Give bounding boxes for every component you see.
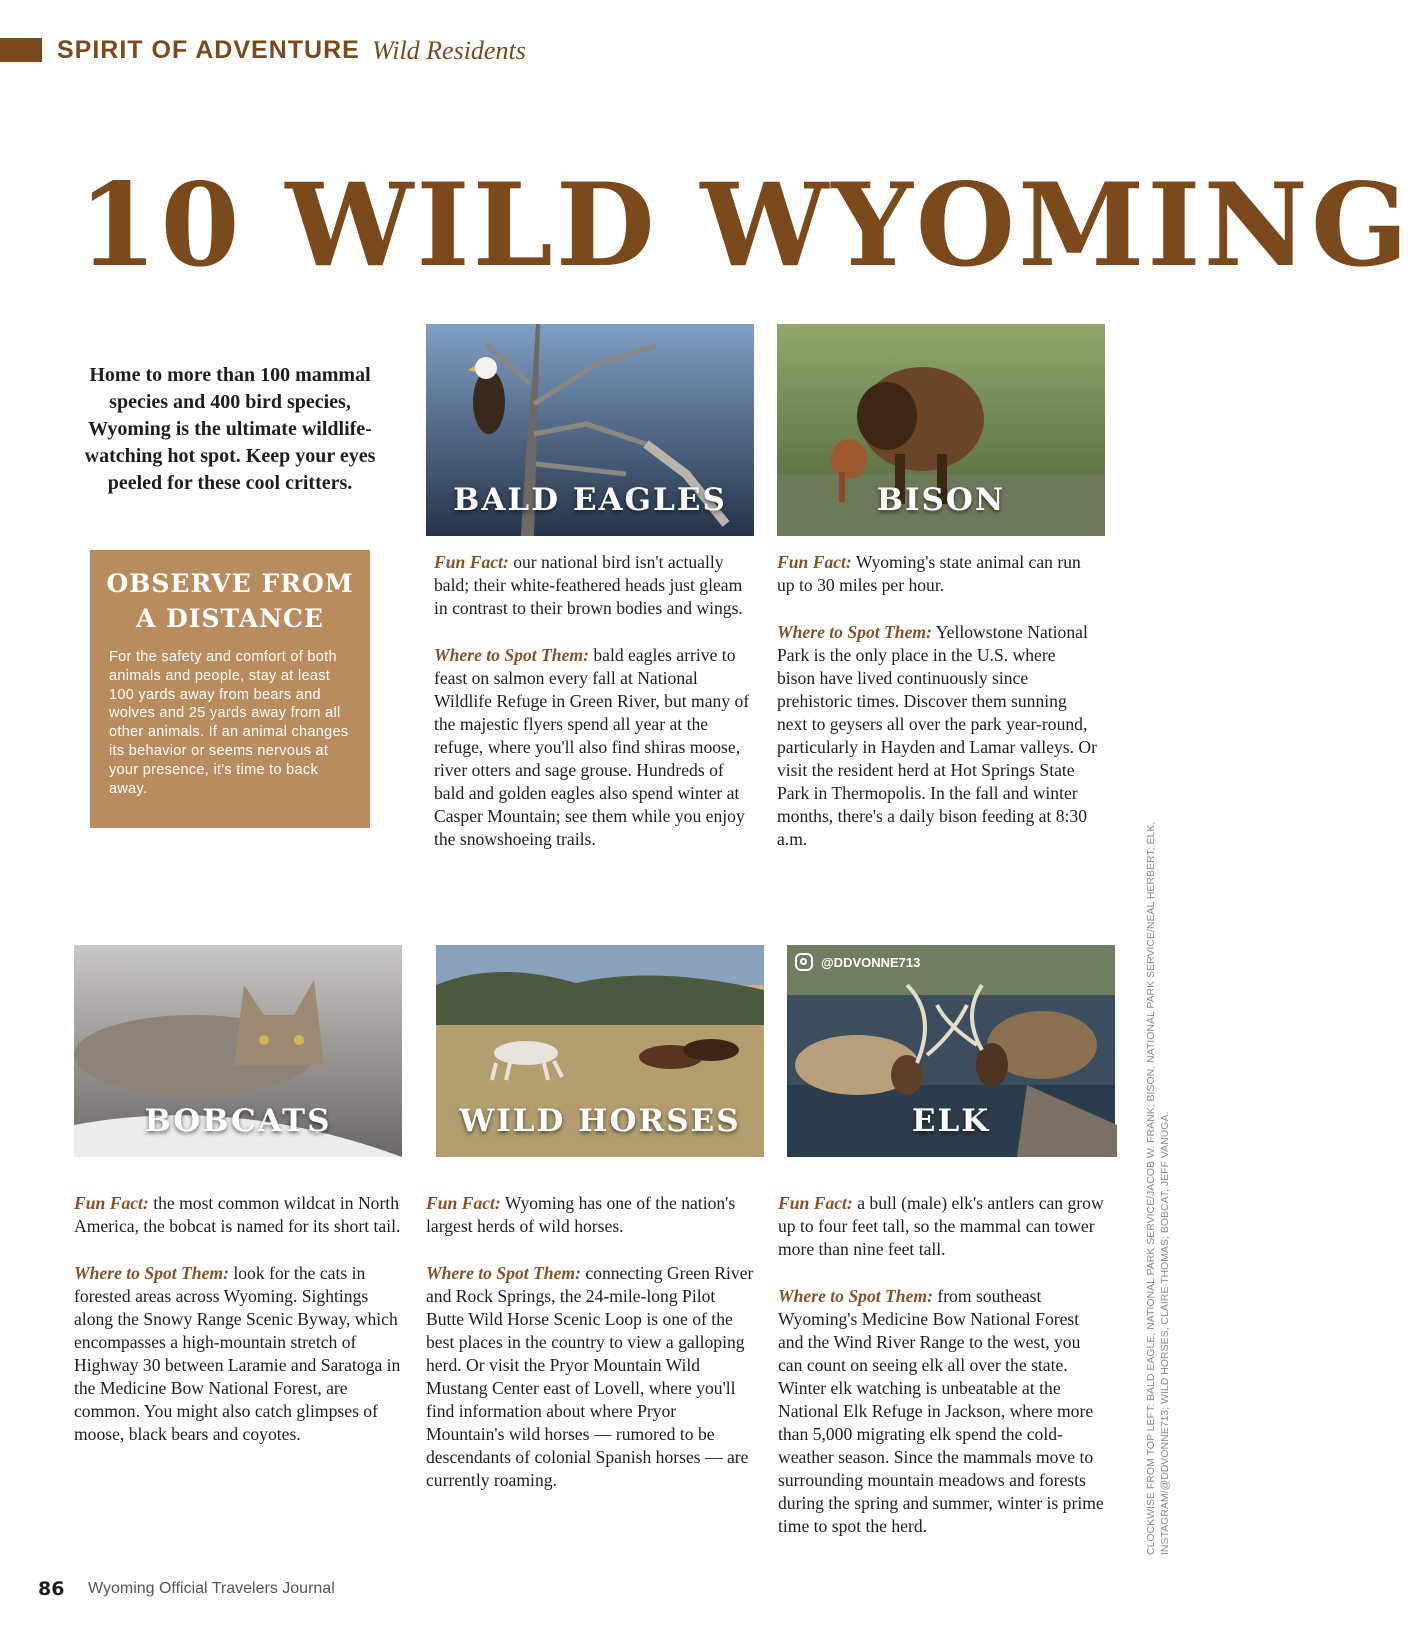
fun-fact-text: a bull (male) elk's antlers can grow up to four feet tall, so the mammal can tower more than nine feet tall. bbox=[778, 1193, 1104, 1259]
elk-text bbox=[778, 1192, 1108, 1562]
where-to-spot-label: Where to Spot Them: bbox=[778, 1286, 933, 1306]
instagram-handle: @DDVONNE713 bbox=[821, 954, 921, 970]
photo-caption: WILD HORSES bbox=[459, 1103, 741, 1139]
photo-caption: BISON bbox=[876, 482, 1006, 518]
fun-fact-label: Fun Fact: bbox=[434, 552, 509, 572]
section-bar bbox=[0, 38, 42, 62]
publication-name: Wyoming Official Travelers Journal bbox=[88, 1580, 335, 1597]
where-to-spot-label: Where to Spot Them: bbox=[777, 622, 932, 642]
intro-text: Home to more than 100 mammal species and 400 bird species, Wyoming is the ultimate wildlife-watching hot spot. Keep your eyes peeled for these cool critters. bbox=[84, 364, 376, 494]
where-to-spot-text: look for the cats in forested areas across Wyoming. Sightings along the Snowy Range Scenic Byway, which encompasses a high-mountain stretch of Highway 30 between Laramie and Saratoga in the Medicine Bow National Forest, are common. You might also catch glimpses of moose, black bears and coyotes. bbox=[74, 1263, 401, 1444]
instagram-credit bbox=[795, 953, 920, 971]
elk-photo bbox=[787, 945, 1115, 1157]
bald-eagle-photo bbox=[426, 324, 754, 536]
fun-fact-label: Fun Fact: bbox=[426, 1193, 501, 1213]
bobcats-text bbox=[74, 1192, 404, 1470]
observe-title: OBSERVE FROM A DISTANCE bbox=[106, 569, 354, 633]
wild-horses-text bbox=[426, 1192, 756, 1516]
section-label: SPIRIT OF ADVENTURE bbox=[57, 36, 360, 64]
wild-horses-photo bbox=[436, 945, 764, 1157]
where-to-spot-label: Where to Spot Them: bbox=[434, 645, 589, 665]
bobcat-photo bbox=[74, 945, 402, 1157]
bison-text bbox=[777, 551, 1097, 875]
where-to-spot-text: connecting Green River and Rock Springs, the 24-mile-long Pilot Butte Wild Horse Scenic Loop is one of the best places in the country to view a galloping herd. Or visit the Pryor Mountain Wild Mustang Center east of Lovell, where you'll find information about where Pryor Mountain's wild horses — rumored to be descendants of colonial Spanish horses — are currently roaming. bbox=[426, 1263, 754, 1490]
fun-fact-text: Wyoming has one of the nation's largest herds of wild horses. bbox=[426, 1193, 736, 1236]
where-to-spot-text: bald eagles arrive to feast on salmon every fall at National Wildlife Refuge in Green River, but many of the majestic flyers spend all year at the refuge, where you'll also find shiras moose, river otters and sage grouse. Hundreds of bald and golden eagles also spend winter at Casper Mountain; see them while you enjoy the snowshoeing trails. bbox=[434, 645, 750, 849]
page-number: 86 bbox=[38, 1578, 65, 1600]
page-title: 10 WILD WYOMING bbox=[78, 158, 1411, 292]
photo-credit: CLOCKWISE FROM TOP LEFT: BALD EAGLE, NATIONAL PARK SERVICE/JACOB W. FRANK; BISON, NATIONAL PARK SERVICE/NEAL HERBERT; ELK, INSTAGRAM/@DDVONNE713; WILD HORSES, CLAIRE THOMAS; BOBCAT, JEFF VANUGA. bbox=[1145, 821, 1171, 1555]
fun-fact-text: our national bird isn't actually bald; their white-feathered heads just gleam in contrast to their brown bodies and wings. bbox=[434, 552, 743, 618]
fun-fact-text: Wyoming's state animal can run up to 30 miles per hour. bbox=[777, 552, 1081, 595]
where-to-spot-label: Where to Spot Them: bbox=[74, 1263, 229, 1283]
where-to-spot-label: Where to Spot Them: bbox=[426, 1263, 581, 1283]
observe-sidebar bbox=[90, 550, 370, 828]
observe-body: For the safety and comfort of both animals and people, stay at least 100 yards away from bears and wolves and 25 yards away from all other animals. If an animal changes its behavior or seems nervous at your presence, it's time to back away. bbox=[109, 649, 349, 797]
fun-fact-label: Fun Fact: bbox=[74, 1193, 149, 1213]
where-to-spot-text: Yellowstone National Park is the only place in the U.S. where bison have lived continuously since prehistoric times. Discover them sunning next to geysers all over the park year-round, particularly in Hayden and Lamar valleys. Or visit the resident herd at Hot Springs State Park in Thermopolis. In the fall and winter months, there's a daily bison feeding at 8:30 a.m. bbox=[777, 622, 1097, 849]
bald-eagles-text bbox=[434, 551, 754, 875]
photo-caption: ELK bbox=[911, 1103, 991, 1139]
subsection-label: Wild Residents bbox=[372, 36, 526, 65]
where-to-spot-text: from southeast Wyoming's Medicine Bow National Forest and the Wind River Range to the west, you can count on seeing elk all over the state. Winter elk watching is unbeatable at the National Elk Refuge in Jackson, where more than 5,000 migrating elk spend the cold-weather season. Since the mammals move to surrounding mountain meadows and forests during the spring and summer, winter is prime time to spot the herd. bbox=[778, 1286, 1104, 1536]
fun-fact-label: Fun Fact: bbox=[778, 1193, 853, 1213]
photo-caption: BOBCATS bbox=[144, 1103, 332, 1139]
instagram-icon bbox=[795, 953, 813, 971]
fun-fact-text: the most common wildcat in North America, the bobcat is named for its short tail. bbox=[74, 1193, 401, 1236]
bison-photo bbox=[777, 324, 1105, 536]
fun-fact-label: Fun Fact: bbox=[777, 552, 852, 572]
photo-caption: BALD EAGLES bbox=[453, 482, 727, 518]
